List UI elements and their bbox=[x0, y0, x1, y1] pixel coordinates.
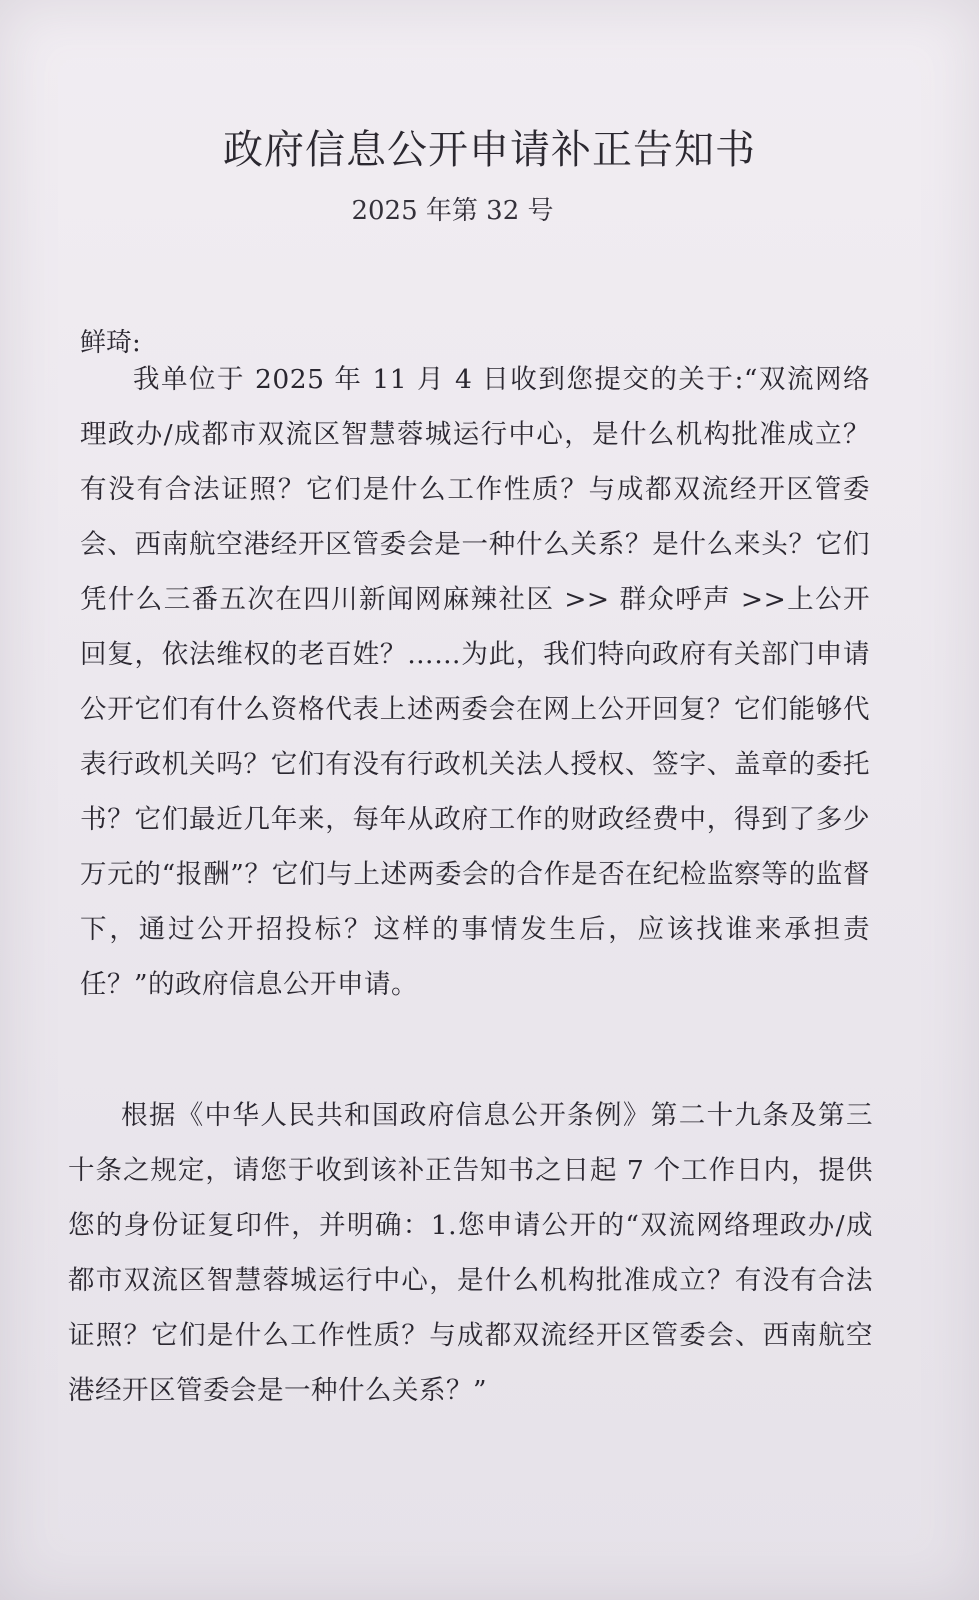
body-paragraph-1: 我单位于 2025 年 11 月 4 日收到您提交的关于:“双流网络理政办/成都市双流区智慧蓉城运行中心，是什么机构批准成立？有没有合法证照？它们是什么工作性质？与成都双流经开区管委会、西南航空港经开区管委会是一种什么关系？是什么来头？它们凭什么三番五次在四川新闻网麻辣社区 >> 群众呼声 >>上公开回复，依法维权的老百姓？……为此，我们特向政府有关部门申请公开它们有什么资格代表上述两委会在网上公开回复？它们能够代表行政机关吗？它们有没有行政机关法人授权、签字、盖章的委托书？它们最近几年来，每年从政府工作的财政经费中，得到了多少万元的“报酬”？它们与上述两委会的合作是否在纪检监察等的监督下，通过公开招投标？这样的事情发生后，应该找谁来承担责任？”的政府信息公开申请。 bbox=[80, 364, 870, 1000]
salutation: 鲜琦: bbox=[80, 328, 141, 358]
document-number: 2025 年第 32 号 bbox=[351, 196, 554, 226]
document-title: 政府信息公开申请补正告知书 bbox=[223, 127, 756, 173]
body-paragraph-2: 根据《中华人民共和国政府信息公开条例》第二十九条及第三十条之规定，请您于收到该补正告知书之日起 7 个工作日内，提供您的身份证复印件，并明确：1.您申请公开的“双流网络理政办/成都市双流区智慧蓉城运行中心，是什么机构批准成立？有没有合法证照？它们是什么工作性质？与成都双流经开区管委会、西南航空港经开区管委会是一种什么关系？” bbox=[68, 1100, 873, 1406]
